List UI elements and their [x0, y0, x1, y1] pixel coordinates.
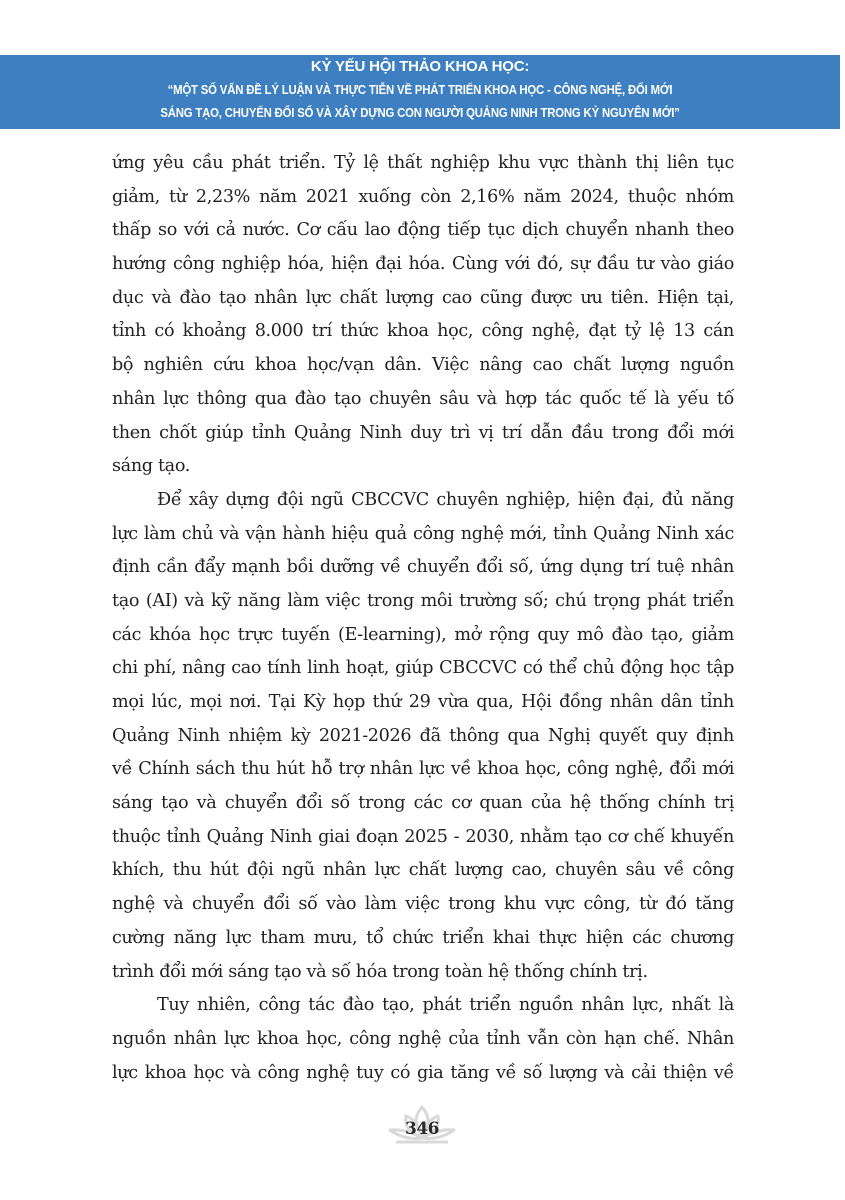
text-line: lực làm chủ và vận hành hiệu quả công nghệ mới, tỉnh Quảng Ninh xác	[112, 523, 734, 544]
page-number: 346	[405, 1119, 439, 1139]
header-subtitle-line-2: SÁNG TẠO, CHUYỂN ĐỔI SỐ VÀ XÂY DỰNG CON NGƯỜI QUẢNG NINH TRONG KỶ NGUYÊN MỚI”	[160, 105, 680, 120]
text-line: sáng tạo.	[112, 456, 190, 477]
paragraph-1	[112, 147, 734, 484]
text-line: tỉnh có khoảng 8.000 trí thức khoa học, công nghệ, đạt tỷ lệ 13 cán	[112, 321, 734, 342]
text-line: cường năng lực tham mưu, tổ chức triển khai thực hiện các chương	[112, 927, 734, 948]
paragraph-3	[112, 989, 734, 1090]
text-line: về Chính sách thu hút hỗ trợ nhân lực về khoa học, công nghệ, đổi mới	[112, 759, 734, 780]
header-subtitle-line-1: “MỘT SỐ VẤN ĐỀ LÝ LUẬN VÀ THỰC TIỄN VỀ PHÁT TRIỂN KHOA HỌC - CÔNG NGHỆ, ĐỔI MỚI	[167, 82, 673, 97]
text-line: hướng công nghiệp hóa, hiện đại hóa. Cùng với đó, sự đầu tư vào giáo	[112, 254, 734, 275]
text-line: Tuy nhiên, công tác đào tạo, phát triển nguồn nhân lực, nhất là	[157, 995, 734, 1016]
text-line: Để xây dựng đội ngũ CBCCVC chuyên nghiệp, hiện đại, đủ năng	[157, 489, 734, 510]
text-line: lực khoa học và công nghệ tuy có gia tăng về số lượng và cải thiện về	[112, 1062, 734, 1083]
text-line: sáng tạo và chuyển đổi số trong các cơ quan của hệ thống chính trị	[112, 793, 734, 814]
text-line: thấp so với cả nước. Cơ cấu lao động tiếp tục dịch chuyển nhanh theo	[112, 220, 734, 241]
text-line: nghệ và chuyển đổi số vào làm việc trong khu vực công, từ đó tăng	[112, 894, 734, 915]
text-line: trình đổi mới sáng tạo và số hóa trong toàn hệ thống chính trị.	[112, 961, 648, 982]
text-line: bộ nghiên cứu khoa học/vạn dân. Việc nâng cao chất lượng nguồn	[112, 355, 734, 376]
text-line: định cần đẩy mạnh bồi dưỡng về chuyển đổi số, ứng dụng trí tuệ nhân	[112, 557, 734, 578]
body-text	[112, 147, 734, 1090]
text-line: khích, thu hút đội ngũ nhân lực chất lượng cao, chuyên sâu về công	[112, 860, 734, 881]
page-footer	[386, 1104, 458, 1146]
text-line: mọi lúc, mọi nơi. Tại Kỳ họp thứ 29 vừa qua, Hội đồng nhân dân tỉnh	[112, 692, 734, 712]
text-line: giảm, từ 2,23% năm 2021 xuống còn 2,16% năm 2024, thuộc nhóm	[112, 186, 734, 207]
text-line: tạo (AI) và kỹ năng làm việc trong môi trường số; chú trọng phát triển	[112, 590, 734, 611]
text-line: thuộc tỉnh Quảng Ninh giai đoạn 2025 - 2030, nhằm tạo cơ chế khuyến	[112, 826, 734, 847]
header-title: KỶ YẾU HỘI THẢO KHOA HỌC:	[310, 58, 530, 75]
text-line: then chốt giúp tỉnh Quảng Ninh duy trì vị trí dẫn đầu trong đổi mới	[112, 422, 734, 443]
text-line: nhân lực thông qua đào tạo chuyên sâu và hợp tác quốc tế là yếu tố	[112, 388, 734, 409]
running-header	[0, 55, 840, 129]
text-line: các khóa học trực tuyến (E-learning), mở rộng quy mô đào tạo, giảm	[112, 624, 734, 645]
text-line: chi phí, nâng cao tính linh hoạt, giúp CBCCVC có thể chủ động học tập	[112, 658, 734, 679]
paragraph-2	[112, 484, 734, 989]
text-line: Quảng Ninh nhiệm kỳ 2021-2026 đã thông qua Nghị quyết quy định	[112, 725, 734, 746]
text-line: ứng yêu cầu phát triển. Tỷ lệ thất nghiệp khu vực thành thị liên tục	[112, 153, 734, 173]
text-line: dục và đào tạo nhân lực chất lượng cao cũng được ưu tiên. Hiện tại,	[112, 287, 734, 308]
text-line: nguồn nhân lực khoa học, công nghệ của tỉnh vẫn còn hạn chế. Nhân	[112, 1028, 734, 1049]
